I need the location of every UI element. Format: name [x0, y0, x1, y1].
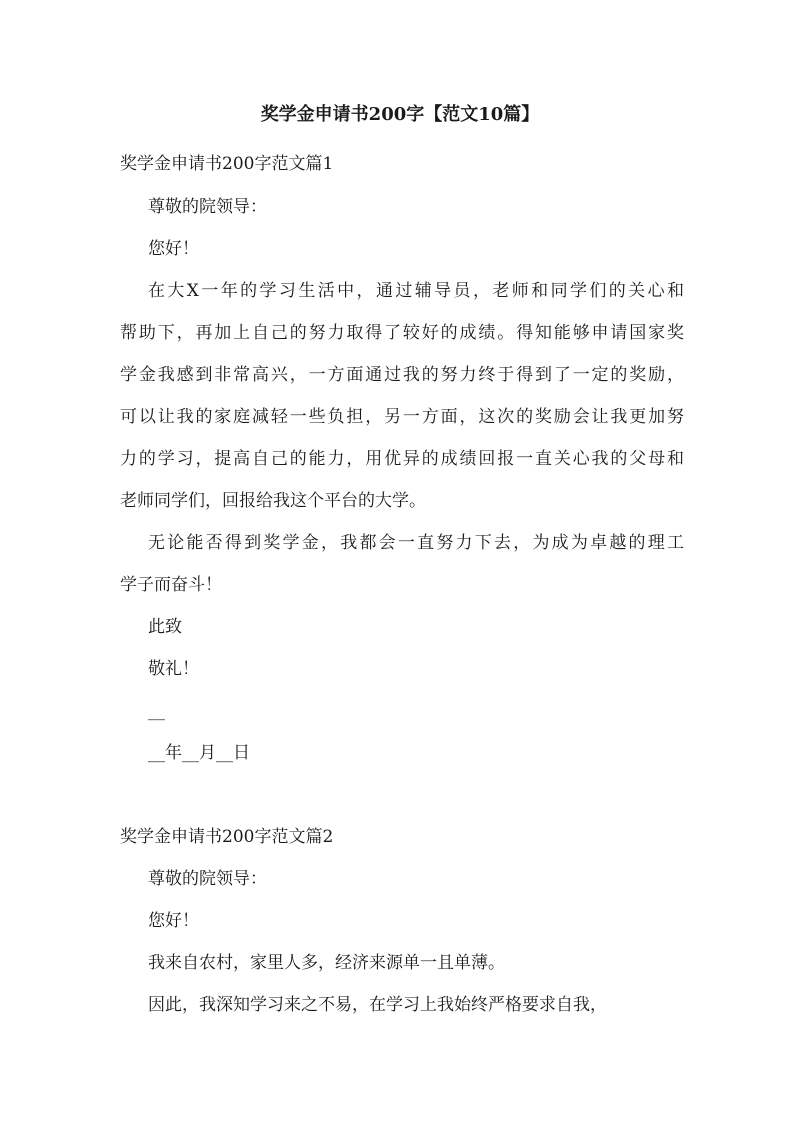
- paragraph-line: 我来自农村，家里人多，经济来源单一且单薄。: [148, 953, 505, 973]
- section-heading: 奖学金申请书200字范文篇1: [120, 154, 334, 174]
- document-title: 奖学金申请书200字【范文10篇】: [260, 104, 540, 125]
- closing-line: 敬礼！: [148, 659, 199, 679]
- salutation: 尊敬的院领导：: [148, 869, 267, 889]
- greeting: 您好！: [148, 239, 199, 259]
- paragraph-line: 因此，我深知学习来之不易，在学习上我始终严格要求自我，: [148, 995, 607, 1015]
- closing-line: 此致: [148, 617, 182, 637]
- paragraph-line: 老师同学们，回报给我这个平台的大学。: [120, 491, 426, 511]
- greeting: 您好！: [148, 911, 199, 931]
- signature-blank: __: [148, 701, 165, 721]
- paragraph-line: 帮助下，再加上自己的努力取得了较好的成绩。得知能够申请国家奖: [120, 323, 684, 343]
- section-heading: 奖学金申请书200字范文篇2: [120, 827, 334, 847]
- paragraph-line: 可以让我的家庭减轻一些负担，另一方面，这次的奖励会让我更加努: [120, 407, 684, 427]
- paragraph-line: 在大X一年的学习生活中，通过辅导员，老师和同学们的关心和: [148, 281, 684, 301]
- paragraph-line: 力的学习，提高自己的能力，用优异的成绩回报一直关心我的父母和: [120, 449, 684, 469]
- date-blank: __年__月__日: [148, 743, 250, 763]
- paragraph-line: 无论能否得到奖学金，我都会一直努力下去，为成为卓越的理工: [148, 533, 684, 553]
- salutation: 尊敬的院领导：: [148, 197, 267, 217]
- paragraph-line: 学金我感到非常高兴，一方面通过我的努力终于得到了一定的奖励，: [120, 365, 684, 385]
- paragraph-line: 学子而奋斗！: [120, 575, 222, 595]
